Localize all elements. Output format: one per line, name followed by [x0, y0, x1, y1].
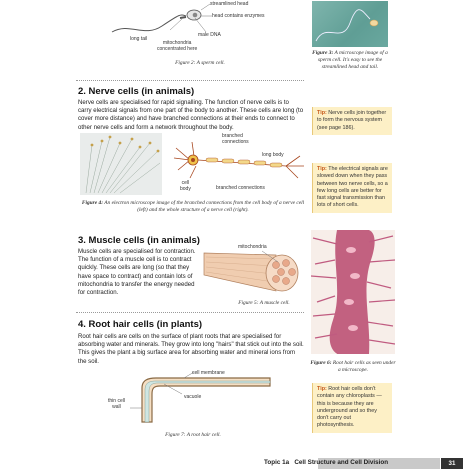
figure-6-caption	[310, 360, 396, 374]
nerve-cell-diagram	[170, 138, 310, 188]
root-hair-microscope-image	[311, 230, 395, 354]
page-number: 31	[441, 458, 463, 469]
nerve-em-image	[80, 133, 162, 195]
figure-3-text: A microscope image of a sperm cell. It's easy to see the streamlined head and tail.	[317, 50, 388, 71]
figure-3-title: Figure 3:	[312, 50, 334, 56]
page-footer	[0, 452, 472, 472]
nerve-cells-paragraph: Nerve cells are specialised for rapid signalling. The function of nerve cells is to carry electrical signals from one part of the body to another. These cells are long (to cover more distance) and have branched connections at their ends to connect to other nerve cells and form a network throughout the body.	[78, 99, 304, 131]
label-long-body: long body	[262, 152, 284, 158]
tip-label: Tip:	[317, 110, 327, 116]
label-branched-connections-bottom: branched connections	[216, 185, 265, 191]
label-mitochondria: mitochondria	[238, 244, 267, 250]
label-cell-body: cell body	[180, 180, 191, 192]
figure-6-title: Figure 6:	[310, 360, 332, 366]
figure-6-text: Root hair cells as seen under a microscope.	[332, 360, 396, 374]
figure-7-caption: Figure 7: A root hair cell.	[165, 432, 221, 438]
figure-3-caption	[308, 50, 392, 71]
footer-topic: Topic 1a	[264, 459, 290, 466]
figure-4-caption	[80, 200, 306, 214]
label-head-enzymes: head contains enzymes	[212, 13, 265, 19]
label-branched-connections-top: branched connections	[222, 133, 249, 145]
heading-nerve-cells: 2. Nerve cells (in animals)	[78, 86, 195, 97]
sperm-microscope-image	[312, 1, 388, 47]
label-streamlined-head: streamlined head	[210, 1, 249, 7]
section-divider	[76, 312, 304, 313]
label-cell-membrane: cell membrane	[192, 370, 225, 376]
heading-root-hair-cells: 4. Root hair cells (in plants)	[78, 319, 203, 330]
tip-label: Tip:	[317, 386, 327, 392]
tip-label: Tip:	[317, 166, 327, 172]
tip-text: Nerve cells join together to form the nervous system (see page 186).	[317, 110, 387, 131]
tip-chloroplasts	[312, 383, 392, 433]
label-vacuole: vacuole	[184, 394, 202, 400]
tip-text: Root hair cells don't contain any chloroplasts — this is because they are underground and so they don't carry out photosynthesis.	[317, 386, 382, 429]
tip-nervous-system	[312, 107, 392, 135]
muscle-cells-paragraph: Muscle cells are specialised for contraction. The function of a muscle cell is to contract quickly. These cells are long (so that they have space to contract) and contain lots of mitochondria to transfer the energy needed for contraction.	[78, 248, 196, 297]
root-hair-paragraph: Root hair cells are cells on the surface of plant roots that are specialised for absorbing water and minerals. They grow into long "hairs" that stick out into the soil. This gives the plant a big surface area for absorbing water and mineral ions from the soil.	[78, 333, 304, 365]
section-divider	[76, 80, 304, 81]
label-male-dna: male DNA	[198, 32, 221, 38]
figure-5-caption: Figure 5: A muscle cell.	[238, 300, 290, 306]
figure-2-caption: Figure 2: A sperm cell.	[175, 60, 225, 66]
label-thin-cell-wall: thin cell wall	[108, 398, 125, 410]
figure-4-title: Figure 4:	[81, 200, 103, 206]
label-long-tail: long tail	[130, 36, 148, 42]
footer-chapter: Cell Structure and Cell Division	[294, 459, 389, 466]
heading-muscle-cells: 3. Muscle cells (in animals)	[78, 235, 200, 246]
figure-4-text: An electron microscope image of the branched connections from the cell body of a nerve cell (left) and the whole structure of a nerve cell (right).	[104, 200, 305, 214]
label-mitochondria-concentrated: mitochondria concentrated here	[157, 40, 198, 52]
tip-text: The electrical signals are slowed down when they pass between two nerve cells, so a few long cells are better for fast signal transmission than lots of short cells.	[317, 166, 388, 209]
footer-title	[264, 459, 388, 466]
tip-electrical-signals	[312, 163, 392, 213]
muscle-cell-diagram	[202, 245, 306, 297]
root-hair-cell-diagram	[124, 372, 274, 430]
